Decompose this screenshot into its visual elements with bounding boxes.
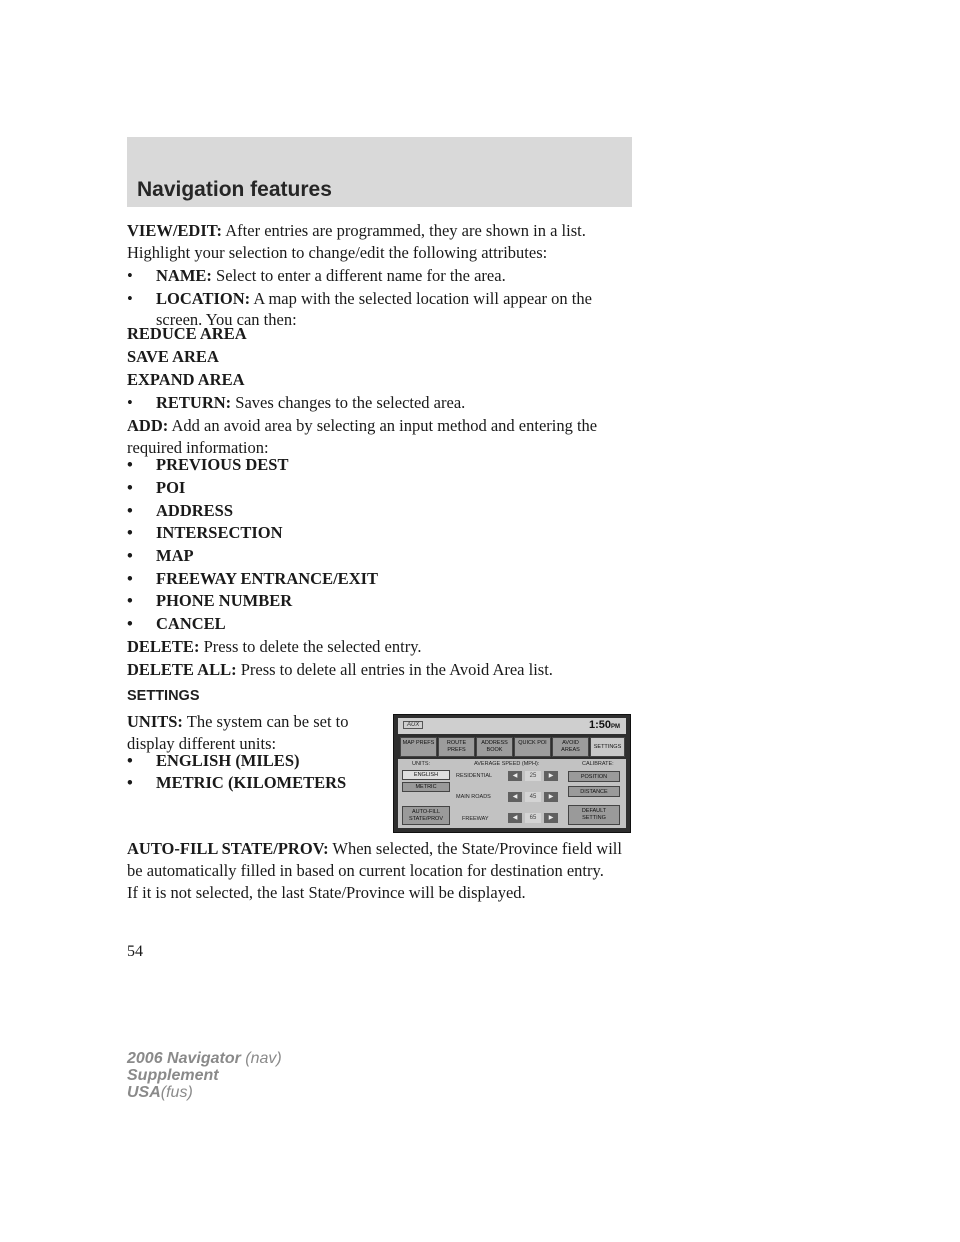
- autofill-text-line2: be automatically filled in based on current location for destination entry.: [127, 861, 604, 880]
- list-item-label: ADDRESS: [156, 501, 234, 520]
- units-paragraph: [127, 711, 349, 733]
- list-item-label: POI: [156, 478, 186, 497]
- navigation-settings-screen-image: [393, 714, 631, 833]
- avg-speed-label: AVERAGE SPEED (MPH):: [474, 761, 540, 767]
- autofill-button: AUTO-FILL STATE/PROV: [402, 806, 450, 825]
- option-reduce-area: REDUCE AREA: [127, 324, 247, 343]
- residential-speed: 25: [525, 771, 541, 781]
- units-term: UNITS:: [127, 712, 183, 731]
- autofill-term: AUTO-FILL STATE/PROV:: [127, 839, 329, 858]
- freeway-label: FREEWAY: [462, 816, 489, 822]
- tab-settings: SETTINGS: [590, 737, 625, 757]
- right-arrow-icon: ▶: [544, 813, 558, 823]
- right-arrow-icon: ▶: [544, 792, 558, 802]
- aux-indicator: AUX: [403, 721, 423, 729]
- bullet-icon: •: [127, 501, 133, 520]
- units-text-line2: display different units:: [127, 734, 277, 753]
- footer: [127, 1050, 282, 1101]
- view-edit-text-line2: Highlight your selection to change/edit the following attributes:: [127, 243, 548, 262]
- footer-market-line: [127, 1084, 282, 1101]
- delete-all-paragraph: [127, 659, 553, 681]
- bullet-icon: •: [127, 614, 133, 633]
- left-arrow-icon: ◀: [508, 792, 522, 802]
- add-paragraph: [127, 415, 597, 437]
- list-item-poi: [127, 477, 185, 499]
- view-edit-paragraph: [127, 220, 586, 242]
- page-number: 54: [127, 943, 143, 960]
- tab-route-prefs: ROUTE PREFS: [438, 737, 475, 757]
- list-item-label: METRIC (KILOMETERS: [156, 773, 347, 792]
- default-setting-button: DEFAULT SETTING: [568, 805, 620, 825]
- footer-supplement: Supplement: [127, 1067, 219, 1084]
- left-arrow-icon: ◀: [508, 771, 522, 781]
- position-button: POSITION: [568, 771, 620, 782]
- option-expand-area: EXPAND AREA: [127, 370, 245, 389]
- residential-label: RESIDENTIAL: [456, 773, 493, 779]
- bullet-icon: •: [127, 751, 133, 770]
- footer-market-code: (fus): [160, 1084, 193, 1101]
- bullet-icon: •: [127, 523, 133, 542]
- list-item-map: [127, 545, 194, 567]
- view-edit-text: After entries are programmed, they are shown in a list.: [225, 221, 586, 240]
- list-item-label: FREEWAY ENTRANCE/EXIT: [156, 569, 379, 588]
- bullet-icon: •: [127, 478, 133, 497]
- list-item-english-miles: [127, 750, 300, 772]
- english-button: ENGLISH: [402, 770, 450, 780]
- footer-model-code: (nav): [245, 1050, 282, 1067]
- bullet-icon: •: [127, 266, 133, 285]
- list-item-label: ENGLISH (MILES): [156, 751, 300, 770]
- metric-button: METRIC: [402, 782, 450, 792]
- clock-ampm: PM: [611, 724, 620, 730]
- location-text: A map with the selected location will appear on the: [253, 289, 592, 308]
- delete-all-text: Press to delete all entries in the Avoid Area list.: [240, 660, 553, 679]
- freeway-speed: 65: [525, 813, 541, 823]
- footer-model-line: [127, 1050, 282, 1067]
- bullet-icon: •: [127, 393, 133, 412]
- option-save-area: SAVE AREA: [127, 347, 219, 366]
- autofill-text: When selected, the State/Province field will: [332, 839, 622, 858]
- tab-address-book: ADDRESS BOOK: [476, 737, 513, 757]
- location-text-line2: screen. You can then:: [156, 310, 297, 329]
- left-arrow-icon: ◀: [508, 813, 522, 823]
- return-text: Saves changes to the selected area.: [235, 393, 466, 412]
- units-text: The system can be set to: [186, 712, 349, 731]
- footer-market: USA: [127, 1084, 161, 1101]
- bullet-icon: •: [127, 289, 133, 308]
- list-item-name: [127, 265, 506, 287]
- distance-button: DISTANCE: [568, 786, 620, 797]
- autofill-text-line3: If it is not selected, the last State/Province will be displayed.: [127, 883, 526, 902]
- section-title: Navigation features: [137, 178, 332, 201]
- name-text: Select to enter a different name for the area.: [216, 266, 506, 285]
- list-item-return: [127, 392, 465, 414]
- settings-heading: SETTINGS: [127, 688, 200, 704]
- main-roads-label: MAIN ROADS: [456, 794, 491, 800]
- screen-settings-panel: [398, 759, 626, 828]
- list-item-intersection: [127, 522, 283, 544]
- list-item-label: MAP: [156, 546, 194, 565]
- add-text: Add an avoid area by selecting an input method and entering the: [171, 416, 598, 435]
- delete-term: DELETE:: [127, 637, 200, 656]
- add-term: ADD:: [127, 416, 169, 435]
- clock: [589, 719, 620, 731]
- footer-model: 2006 Navigator: [127, 1050, 241, 1067]
- list-item-address: [127, 500, 233, 522]
- tab-avoid-areas: AVOID AREAS: [552, 737, 589, 757]
- bullet-icon: •: [127, 455, 133, 474]
- bullet-icon: •: [127, 591, 133, 610]
- list-item-label: PHONE NUMBER: [156, 591, 293, 610]
- list-item-metric-kilometers: [127, 772, 346, 794]
- list-item-cancel: [127, 613, 226, 635]
- calibrate-label: CALIBRATE:: [582, 761, 614, 767]
- return-term: RETURN:: [156, 393, 232, 412]
- list-item-previous-dest: [127, 454, 289, 476]
- name-term: NAME:: [156, 266, 212, 285]
- autofill-paragraph: [127, 838, 622, 860]
- location-term: LOCATION:: [156, 289, 251, 308]
- list-item-label: CANCEL: [156, 614, 226, 633]
- units-label: UNITS:: [412, 761, 431, 767]
- list-item-label: INTERSECTION: [156, 523, 283, 542]
- bullet-icon: •: [127, 546, 133, 565]
- bullet-icon: •: [127, 569, 133, 588]
- add-text-line2: required information:: [127, 438, 269, 457]
- right-arrow-icon: ▶: [544, 771, 558, 781]
- list-item-freeway-entrance-exit: [127, 568, 378, 590]
- tab-quick-poi: QUICK POI: [514, 737, 551, 757]
- view-edit-term: VIEW/EDIT:: [127, 221, 223, 240]
- clock-time: 1:50: [588, 719, 611, 731]
- bullet-icon: •: [127, 773, 133, 792]
- delete-text: Press to delete the selected entry.: [203, 637, 422, 656]
- delete-all-term: DELETE ALL:: [127, 660, 237, 679]
- tab-map-prefs: MAP PREFS: [400, 737, 437, 757]
- list-item-phone-number: [127, 590, 292, 612]
- list-item-label: PREVIOUS DEST: [156, 455, 289, 474]
- delete-paragraph: [127, 636, 422, 658]
- screen-status-bar: [398, 718, 626, 734]
- main-roads-speed: 45: [525, 792, 541, 802]
- list-item-location: [127, 288, 592, 310]
